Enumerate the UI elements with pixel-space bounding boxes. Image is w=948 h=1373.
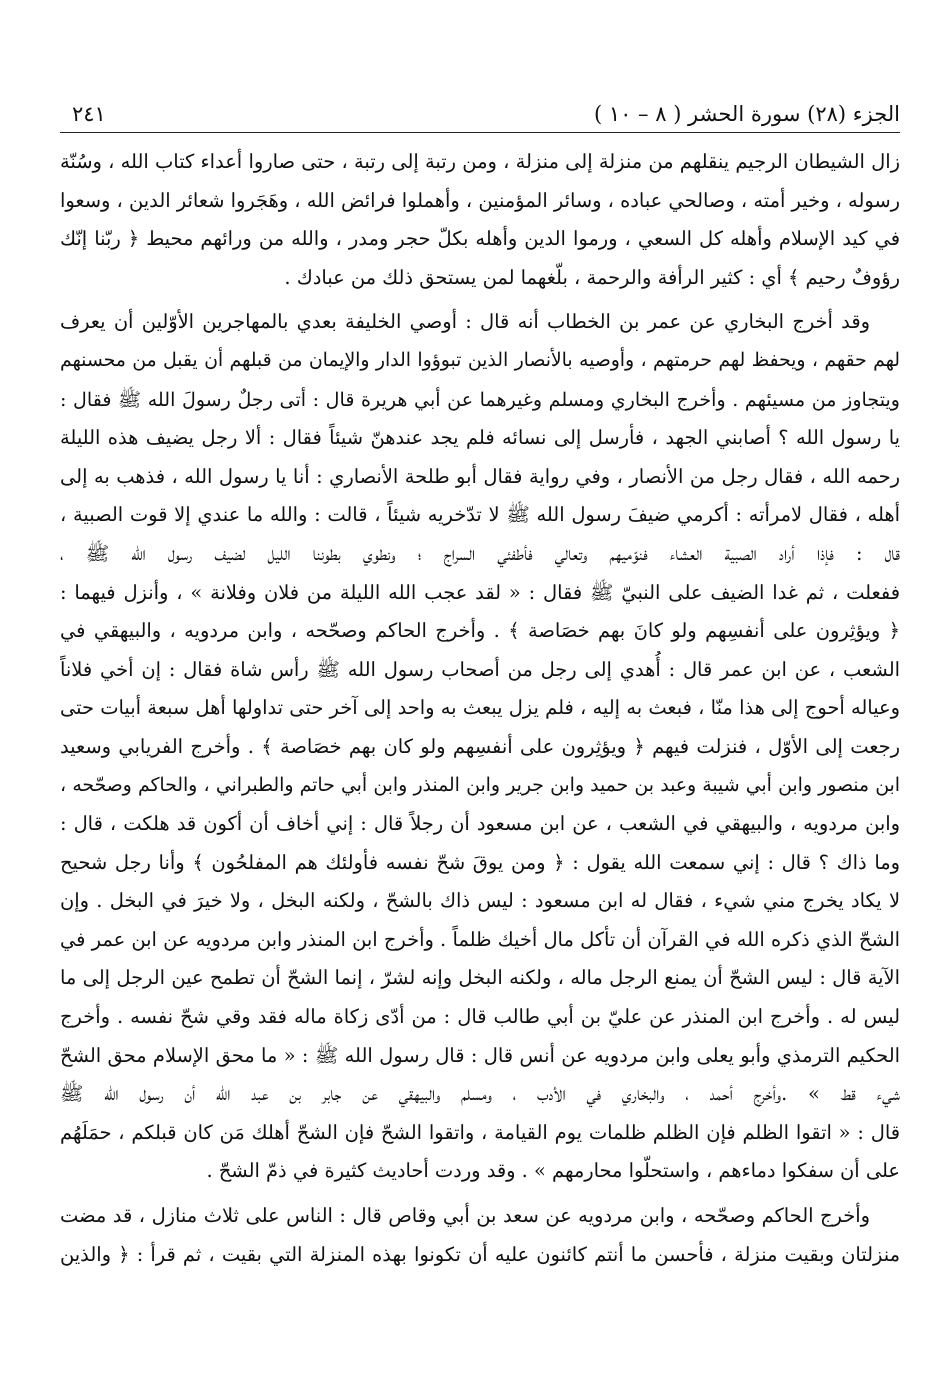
- text-line: رسوله ، وخير أمته ، وصالحي عباده ، وسائر المؤمنين ، وأهملوا فرائض الله ، وهَجَروا شعائر الدين ، وسعوا: [60, 188, 900, 212]
- text-line: الحكيم الترمذي وأبو يعلى وابن مردويه عن أنس قال : قال رسول الله ﷺ : « ما محق الإسلام محق الشحّ: [60, 1043, 900, 1067]
- text-line: وما ذاك ؟ قال : إني سمعت الله يقول : ﴿ ومن يوقَ شحّ نفسه فأولئك هم المفلحُون ﴾ وأنا رجل شحيح: [60, 850, 900, 874]
- text-line: لهم حقهم ، ويحفظ لهم حرمتهم ، وأوصيه بالأنصار الذين تبوؤوا الدار والإيمان من قبلهم أن يقبل من محسنهم: [60, 349, 900, 371]
- text-line: ﴿ ويؤثِرون على أنفسِهم ولو كانَ بهم خصَاصة ﴾ . وأخرج الحاكم وصحّحه ، وابن مردويه ، والبيهقي في: [60, 619, 900, 643]
- paragraph-1: [60, 143, 900, 297]
- text-line: الآية قال : ليس الشحّ أن يمنع الرجل ماله ، ولكنه البخل وإنه لشرّ ، إنما الشحّ أن تطمح عين الرجل إلى ما: [60, 966, 900, 990]
- text-line: رحمه الله ، فقال رجل من الأنصار ، وفي رواية فقال أبو طلحة الأنصاري : أنا يا رسول الله ، فذهب به إلى: [60, 464, 900, 488]
- text-line: ففعلت ، ثم غدا الضيف على النبيّ ﷺ فقال : « لقد عجب الله الليلة من فلان وفلانة » ، وأنزل فيهما :: [60, 580, 900, 604]
- text-line: رؤوفٌ رحيم ﴾ أي : كثير الرأفة والرحمة ، بلّغهما لمن يستحق ذلك من عبادك .: [284, 265, 900, 289]
- text-line: زال الشيطان الرجيم ينقلهم من منزلة إلى منزلة ، ومن رتبة إلى رتبة ، حتى صاروا أعداء كتاب الله ، وسُنّة: [60, 150, 900, 173]
- text-line: رجعت إلى الأوّل ، فنزلت فيهم ﴿ ويؤثِرون على أنفسِهم ولو كان بهم خصَاصة ﴾ . وأخرج الفريابي وسعيد: [60, 734, 900, 758]
- running-header: [60, 96, 900, 133]
- text-line: الشعب ، عن ابن عمر قال : أُهدي إلى رجل من أصحاب رسول الله ﷺ رأس شاة فقال : إن أخي فلاناً: [60, 657, 900, 681]
- text-line: لا يكاد يخرج مني شيء ، فقال له ابن مسعود : ليس ذاك بالشحّ ، ولكنه البخل ، ولا خيرَ في البخل . وإن: [60, 889, 900, 913]
- text-line: على أن سفكوا دماءهم ، واستحلّوا محارمهم » . وقد وردت أحاديث كثيرة في ذمّ الشحّ .: [206, 1159, 900, 1183]
- text-line: قال : فإذا أراد الصبية العشاء فنوّميهم وتعالي فأطفئي السراج ؛ ونطوي بطوننا الليل لضيف رسول الله ﷺ ،: [60, 541, 900, 565]
- text-line: وابن مردويه ، والبيهقي في الشعب ، عن ابن مسعود أن رجلاً قال : إني أخاف أن أكون قد هلكت ، قال :: [60, 812, 900, 836]
- text-line: وأخرج الحاكم وصحّحه ، وابن مردويه عن سعد بن أبي وقاص قال : الناس على ثلاث منازل ، قد مضت: [60, 1204, 870, 1228]
- paragraph-3: [60, 1197, 900, 1274]
- body-text: [60, 143, 900, 1274]
- page-number: ٢٤١: [72, 102, 106, 126]
- text-line: منزلتان وبقيت منزلة ، فأحسن ما أنتم كائنون عليه أن تكونوا بهذه المنزلة التي بقيت ، ثم قرأ : ﴿ والذين: [60, 1242, 900, 1266]
- page: [60, 96, 900, 1333]
- text-line: وقد أخرج البخاري عن عمر بن الخطاب أنه قال : أوصي الخليفة بعدي بالمهاجرين الأوّلين أن يعرف: [60, 310, 870, 334]
- text-line: قال : « اتقوا الظلم فإن الظلم ظلمات يوم القيامة ، واتقوا الشحّ فإن الشحّ أهلك مَن كان قبلكم ، حمَلَهُم: [60, 1120, 900, 1144]
- paragraph-2: [60, 303, 900, 1191]
- text-line: الشحّ الذي ذكره الله في القرآن أن تأكل مال أخيك ظلماً . وأخرج ابن المنذر وابن مردويه عن ابن عمر في: [60, 927, 900, 951]
- text-line: ويتجاوز من مسيئهم . وأخرج البخاري ومسلم وغيرهما عن أبي هريرة قال : أتى رجلٌ رسولَ الله ﷺ فقال :: [60, 387, 900, 411]
- text-line: شيء قط » .وأخرج أحمد ، والبخاري في الأدب ، ومسلم والبيهقي عن جابر بن عبد الله أن رسول الله ﷺ: [60, 1082, 900, 1106]
- text-line: يا رسول الله ؟ أصابني الجهد ، فأرسل إلى نسائه فلم يجد عندهنّ شيئاً فقال : ألا رجل يضيف هذه الليلة: [60, 426, 900, 450]
- text-line: أهله ، فقال لامرأته : أكرمي ضيفَ رسول الله ﷺ لا تدّخريه شيئاً ، قالت : والله ما عندي إلا قوت الصبية ،: [60, 503, 900, 527]
- header-title: الجزء (٢٨) سورة الحشر ( ٨ – ١٠ ): [593, 102, 900, 126]
- text-line: ليس له . وأخرج ابن المنذر عن عليّ بن أبي طالب قال : من أدّى زكاة ماله فقد وقي شحّ نفسه . وأخرج: [60, 1005, 900, 1029]
- text-line: وعياله أحوج إلى هذا منّا ، فبعث به إليه ، فلم يزل يبعث به واحد إلى آخر حتى تداولها أهل سبعة أبيات حتى: [60, 696, 900, 720]
- text-line: في كيد الإسلام وأهله كل السعي ، ورموا الدين وأهله بكلّ حجر ومدر ، والله من ورائهم محيط ﴿ ربّنا إنّك: [60, 227, 900, 251]
- text-line: ابن منصور وابن أبي شيبة وعبد بن حميد وابن جرير وابن المنذر وابن أبي حاتم والطبراني ، والحاكم وصحّحه ،: [60, 774, 900, 796]
